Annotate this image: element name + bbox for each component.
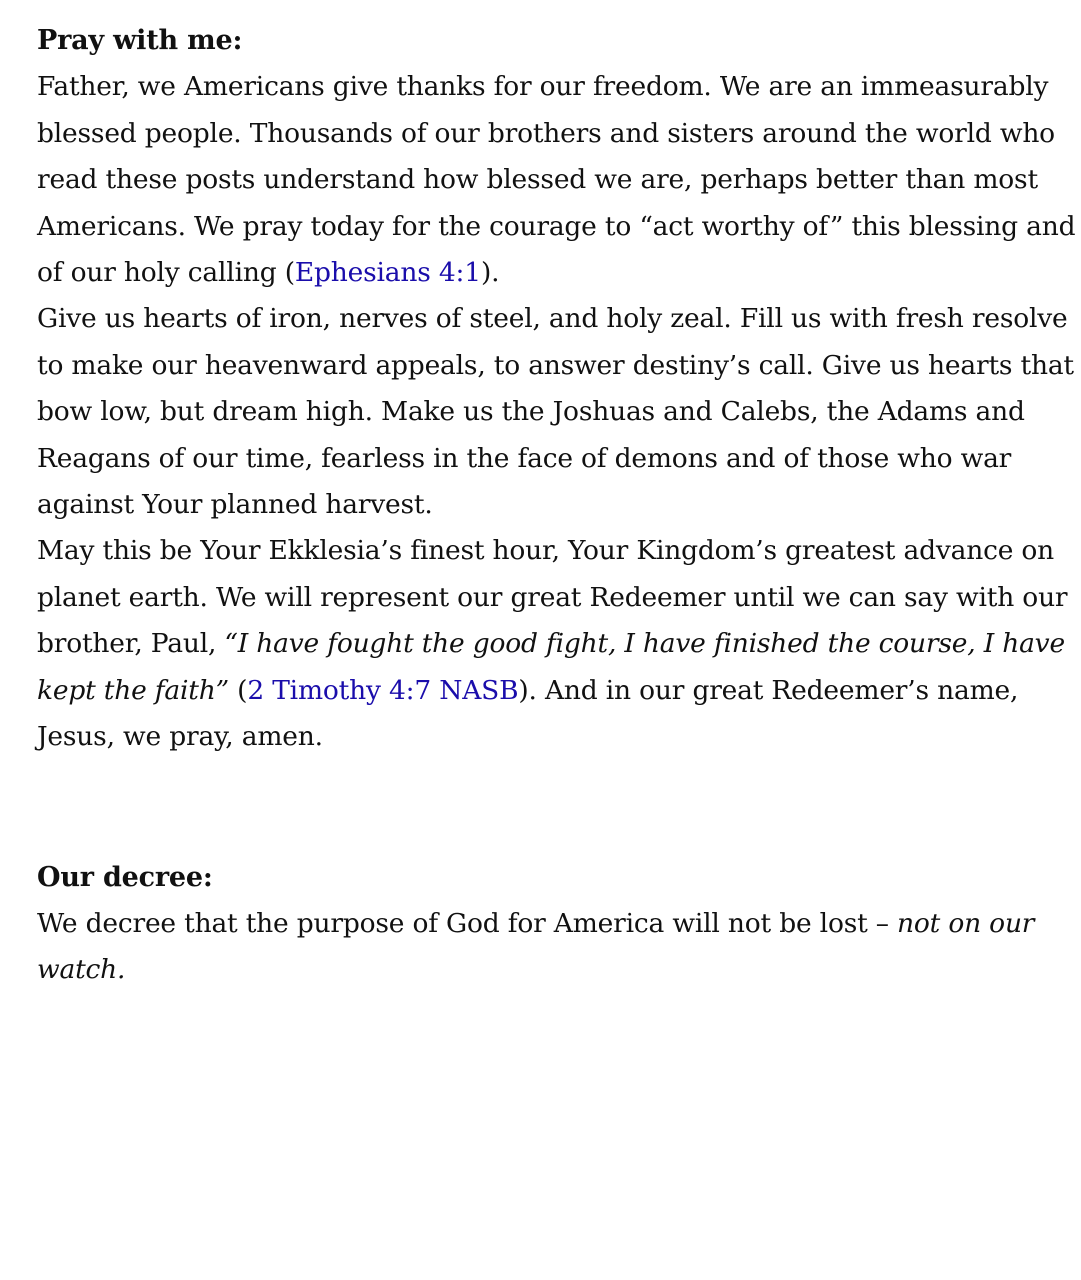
paragraph-thanks-text: Father, we Americans give thanks for our freedom. We are an immeasurably blessed people. Thousands of our brothers and sisters around the world who read these posts understand how blessed we are, perhaps better than most Americans. We pray today for the courage to “act worthy of” this blessing and of our holy calling (: [37, 71, 1076, 289]
paragraph-thanks: [37, 64, 1077, 296]
paragraph-finest-hour-end: ). And in our great Redeemer’s name, Jesus, we pray, amen.: [37, 674, 1019, 753]
decree-emphasis: not on our watch.: [37, 907, 1035, 986]
paragraph-finest-hour-text: May this be Your Ekklesia’s finest hour, Your Kingdom’s greatest advance on planet earth. We will represent our great Redeemer until we can say with our brother, Paul,: [37, 535, 1068, 660]
decree-heading: Our decree:: [37, 861, 213, 893]
paragraph-finest-hour-mid: (: [228, 674, 248, 706]
pray-heading: Pray with me:: [37, 25, 243, 56]
paul-quote: “I have fought the good fight, I have finished the course, I have kept the faith”: [37, 628, 1065, 706]
prayer-article: [37, 18, 1077, 994]
paragraph-thanks-end: ).: [480, 257, 500, 289]
paragraph-decree-text: We decree that the purpose of God for America will not be lost –: [37, 907, 898, 939]
paragraph-hearts: Give us hearts of iron, nerves of steel, and holy zeal. Fill us with fresh resolve to make our heavenward appeals, to answer destiny’s call. Give us hearts that bow low, but dream high. Make us the Joshuas and Calebs, the Adams and Reagans of our time, fearless in the face of demons and of those who war against Your planned harvest.: [37, 303, 1074, 521]
paragraph-decree: [37, 901, 1077, 994]
paragraph-finest-hour: [37, 528, 1077, 760]
ephesians-link[interactable]: Ephesians 4:1: [294, 257, 481, 289]
timothy-link[interactable]: 2 Timothy 4:7 NASB: [247, 674, 519, 706]
